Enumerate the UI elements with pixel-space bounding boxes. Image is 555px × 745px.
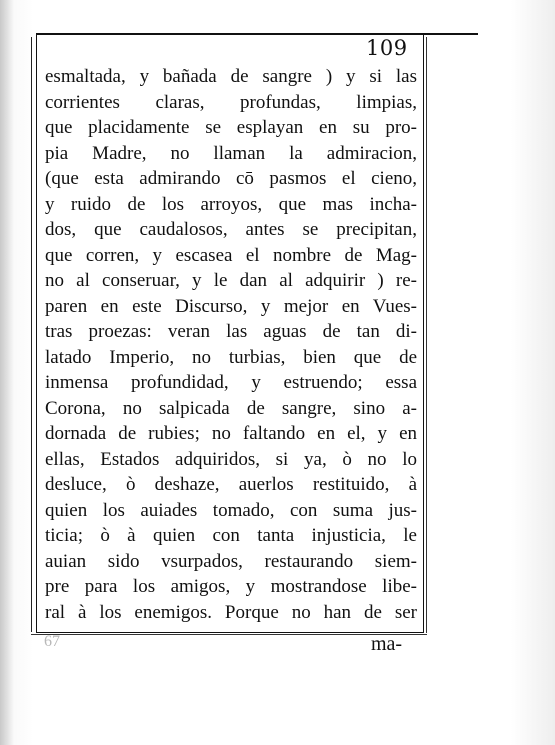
text-line: y ruido de los arroyos, que mas incha- — [45, 193, 417, 215]
text-line: paren en este Discurso, y mejor en Vues- — [45, 295, 417, 317]
text-line: que corren, y escasea el nombre de Mag- — [45, 244, 417, 266]
text-line: tras proezas: veran las aguas de tan di- — [45, 321, 417, 342]
catchword: ma- — [371, 633, 403, 655]
text-line: inmensa profundidad, y estruendo; essa — [45, 372, 417, 393]
frame-outer-rule-right — [426, 37, 427, 633]
text-line: ellas, Estados adquiridos, si ya, ò no lo — [45, 448, 417, 470]
text-line: auian sido vsurpados, restaurando siem- — [45, 550, 417, 572]
bleed-through-page-number: 67 — [44, 633, 60, 650]
text-line: ral à los enemigos. Porque no han de ser — [45, 601, 417, 623]
text-line: (que esta admirando cō pasmos el cieno, — [45, 168, 417, 189]
body-text — [45, 64, 417, 625]
text-line: ticia; ò à quien con tanta injusticia, le — [45, 525, 417, 546]
text-line: no al conseruar, y le dan al adquirir ) re- — [45, 270, 417, 291]
text-line: pia Madre, no llaman la admiracion, — [45, 142, 417, 164]
text-line: Corona, no salpicada de sangre, sino a- — [45, 397, 417, 419]
text-line: corrientes claras, profundas, limpias, — [45, 91, 417, 113]
text-line: desluce, ò deshaze, auerlos restituido, à — [45, 474, 417, 495]
text-line: dornada de rubies; no faltando en el, y en — [45, 423, 417, 444]
page-number: 109 — [366, 36, 408, 60]
text-line: pre para los amigos, y mostrandose libe- — [45, 576, 417, 597]
text-line: esmaltada, y bañada de sangre ) y si las — [45, 66, 417, 87]
text-line: que placidamente se esplayan en su pro- — [45, 117, 417, 138]
gutter-shadow — [0, 0, 14, 745]
text-line: dos, que caudalosos, antes se precipitan, — [45, 219, 417, 240]
text-line: quien los auiades tomado, con suma jus- — [45, 499, 417, 521]
text-line: latado Imperio, no turbias, bien que de — [45, 346, 417, 368]
header-rule — [370, 33, 478, 35]
